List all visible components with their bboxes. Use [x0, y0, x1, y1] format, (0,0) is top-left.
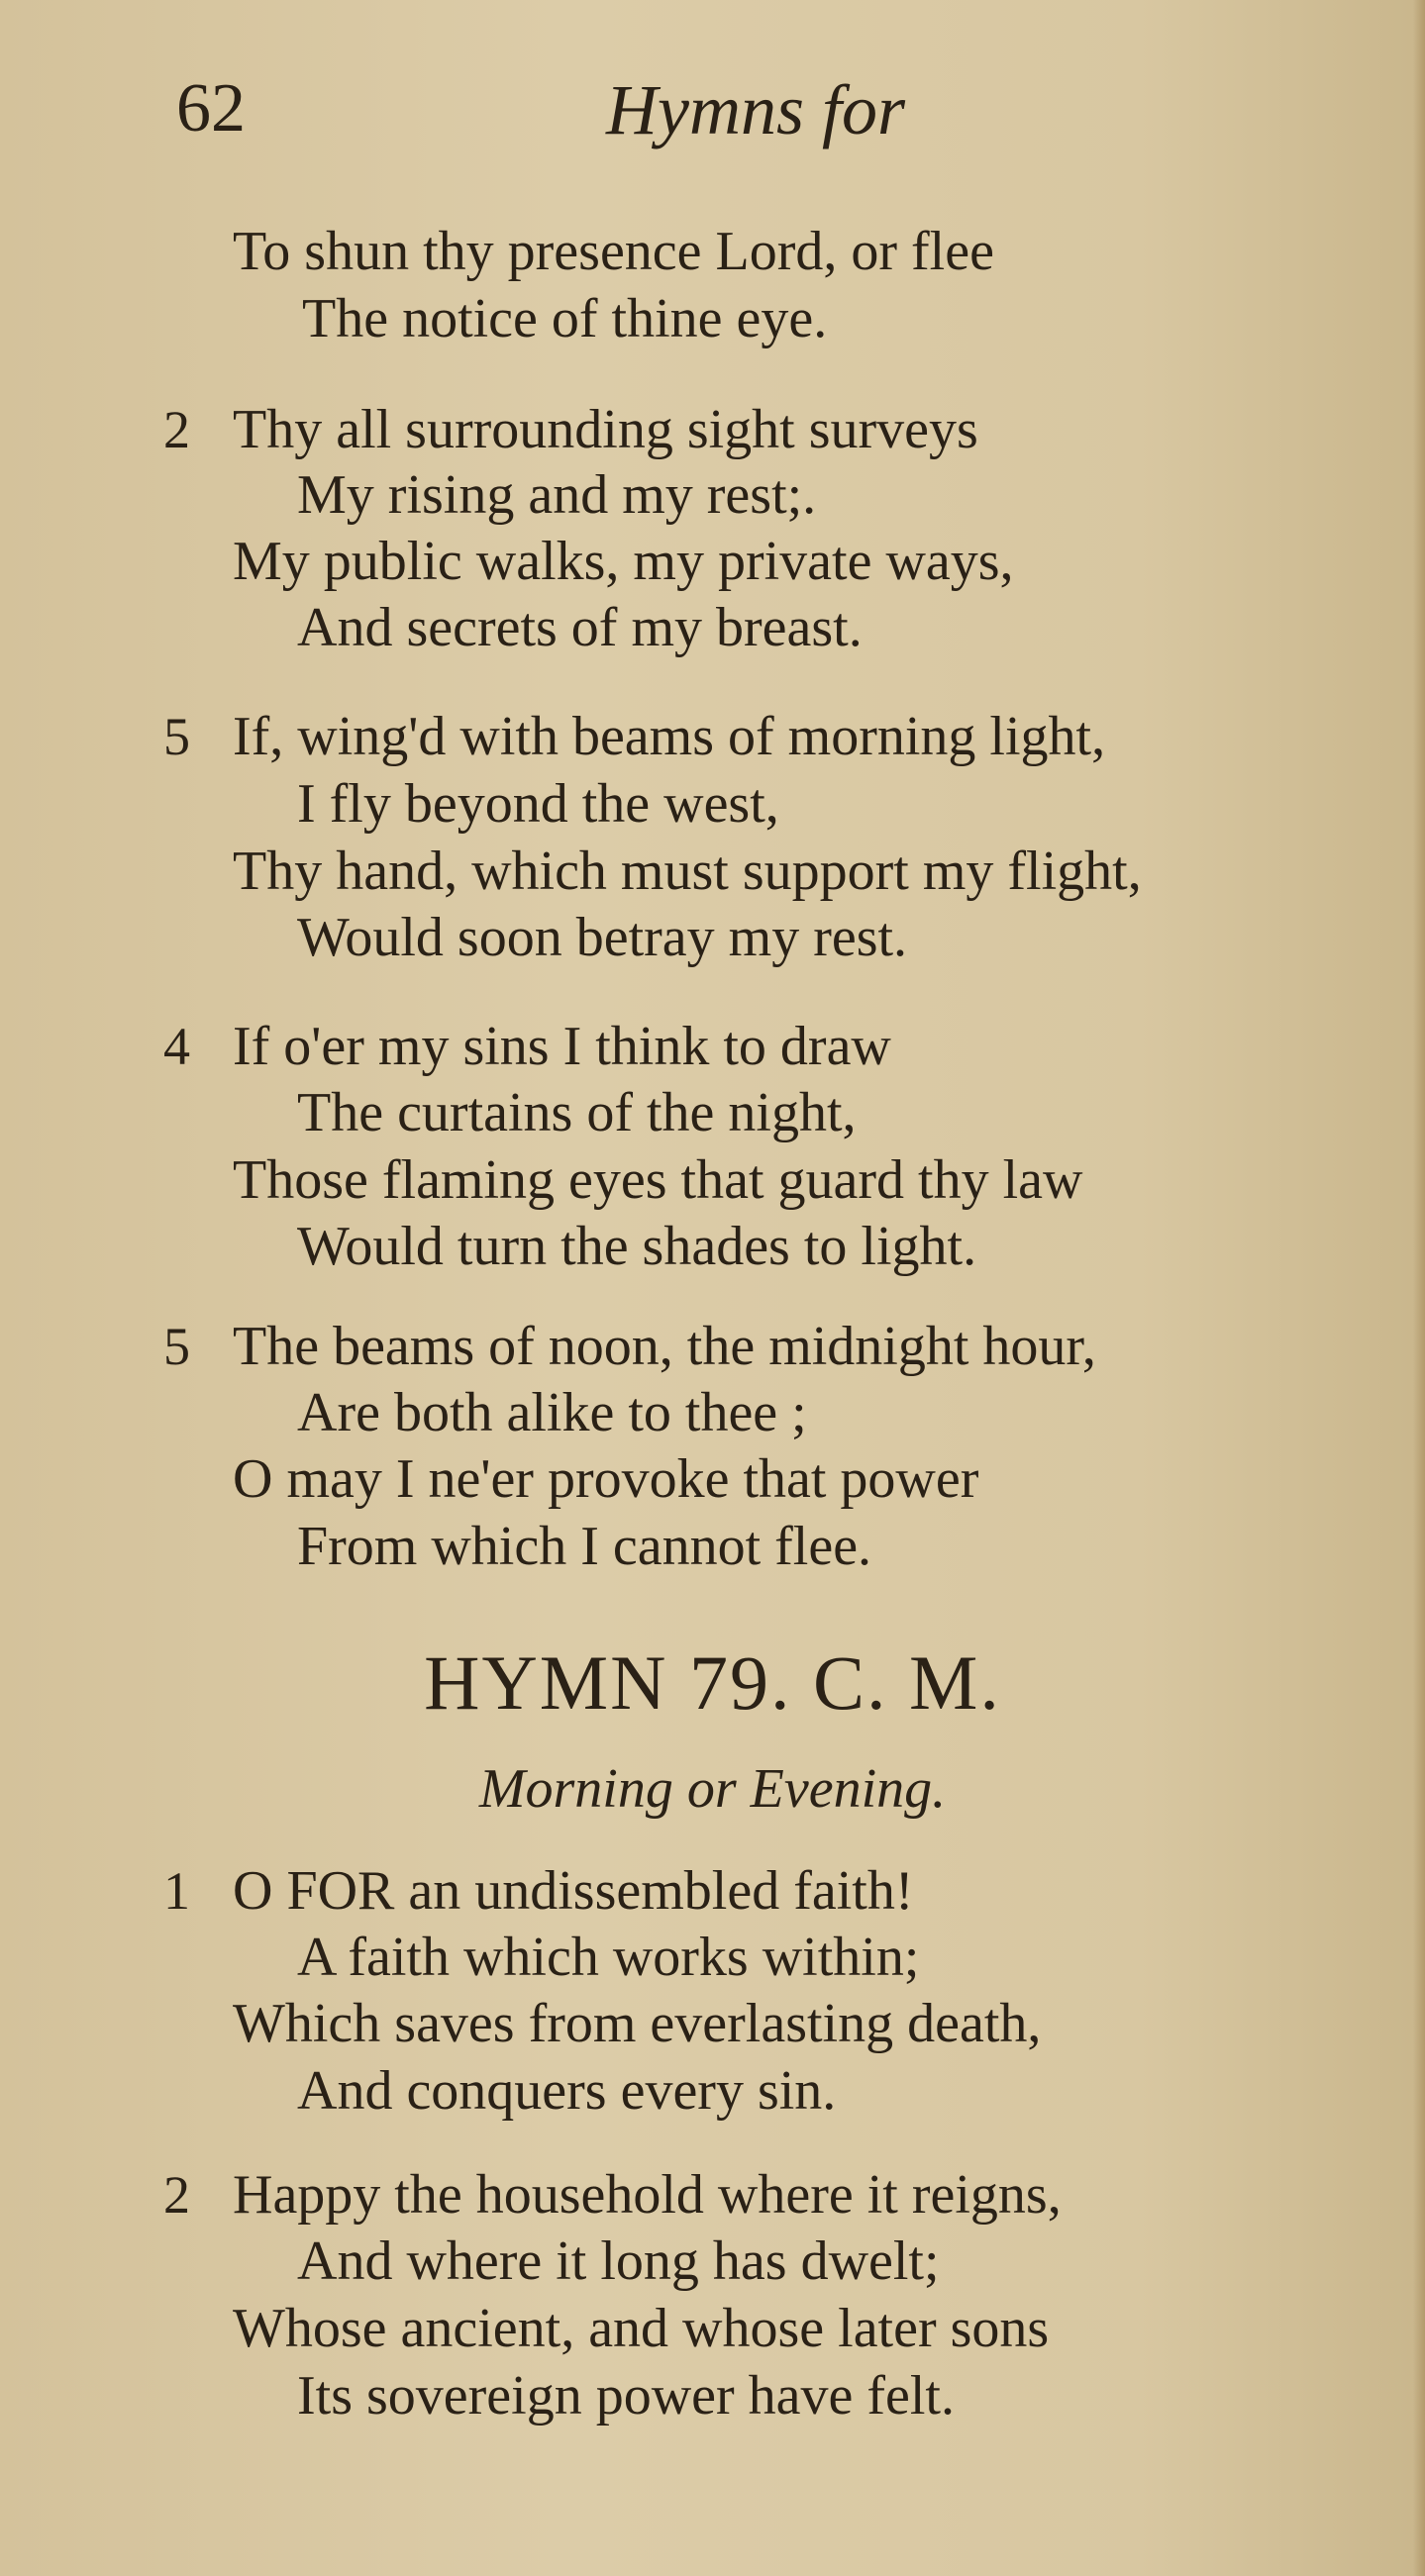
- verse-line: My rising and my rest;.: [297, 464, 817, 526]
- verse-line: From which I cannot flee.: [297, 1516, 872, 1577]
- page-edge: [1413, 0, 1425, 2576]
- verse-line: Thy hand, which must support my flight,: [233, 841, 1142, 902]
- verse-line: Are both alike to thee ;: [297, 1382, 807, 1443]
- verse-line: The curtains of the night,: [297, 1082, 857, 1143]
- verse-line: The notice of thine eye.: [302, 288, 828, 349]
- verse-line: Those flaming eyes that guard thy law: [233, 1149, 1083, 1211]
- verse-line: My public walks, my private ways,: [233, 531, 1014, 592]
- verse-line: A faith which works within;: [297, 1927, 920, 1988]
- hymn-heading: HYMN 79. C. M.: [424, 1639, 1001, 1726]
- verse-line: O may I ne'er provoke that power: [233, 1448, 979, 1510]
- running-head: [0, 69, 1425, 158]
- stanza-number: 5: [163, 1317, 190, 1376]
- verse-line: Would turn the shades to light.: [297, 1216, 977, 1277]
- page-number: 62: [176, 70, 246, 147]
- verse-line: And conquers every sin.: [297, 2060, 837, 2122]
- hymn-subtitle: Morning or Evening.: [478, 1758, 947, 1820]
- verse-line: If o'er my sins I think to draw: [233, 1016, 891, 1077]
- verse-line: The beams of noon, the midnight hour,: [233, 1316, 1096, 1377]
- verse-line: And where it long has dwelt;: [297, 2230, 940, 2292]
- verse-line: Happy the household where it reigns,: [233, 2164, 1062, 2226]
- verse-line: Thy all surrounding sight surveys: [233, 399, 978, 460]
- verse-line: Which saves from everlasting death,: [233, 1993, 1042, 2054]
- verse-line: Would soon betray my rest.: [297, 907, 908, 968]
- running-title: Hymns for: [606, 70, 905, 149]
- stanza-number: 2: [163, 400, 190, 459]
- verse-line: If, wing'd with beams of morning light,: [233, 706, 1106, 767]
- verse-line: To shun thy presence Lord, or flee: [233, 221, 994, 282]
- verse-line: And secrets of my breast.: [297, 597, 863, 658]
- verse-line: I fly beyond the west,: [297, 773, 779, 835]
- stanza-number: 5: [163, 707, 190, 766]
- verse-line: Whose ancient, and whose later sons: [233, 2298, 1050, 2359]
- stanza-number: 2: [163, 2165, 190, 2225]
- verse-line: Its sovereign power have felt.: [297, 2365, 955, 2427]
- stanza-number: 1: [163, 1861, 190, 1921]
- verse-line: O FOR an undissembled faith!: [233, 1860, 914, 1922]
- stanza-number: 4: [163, 1017, 190, 1076]
